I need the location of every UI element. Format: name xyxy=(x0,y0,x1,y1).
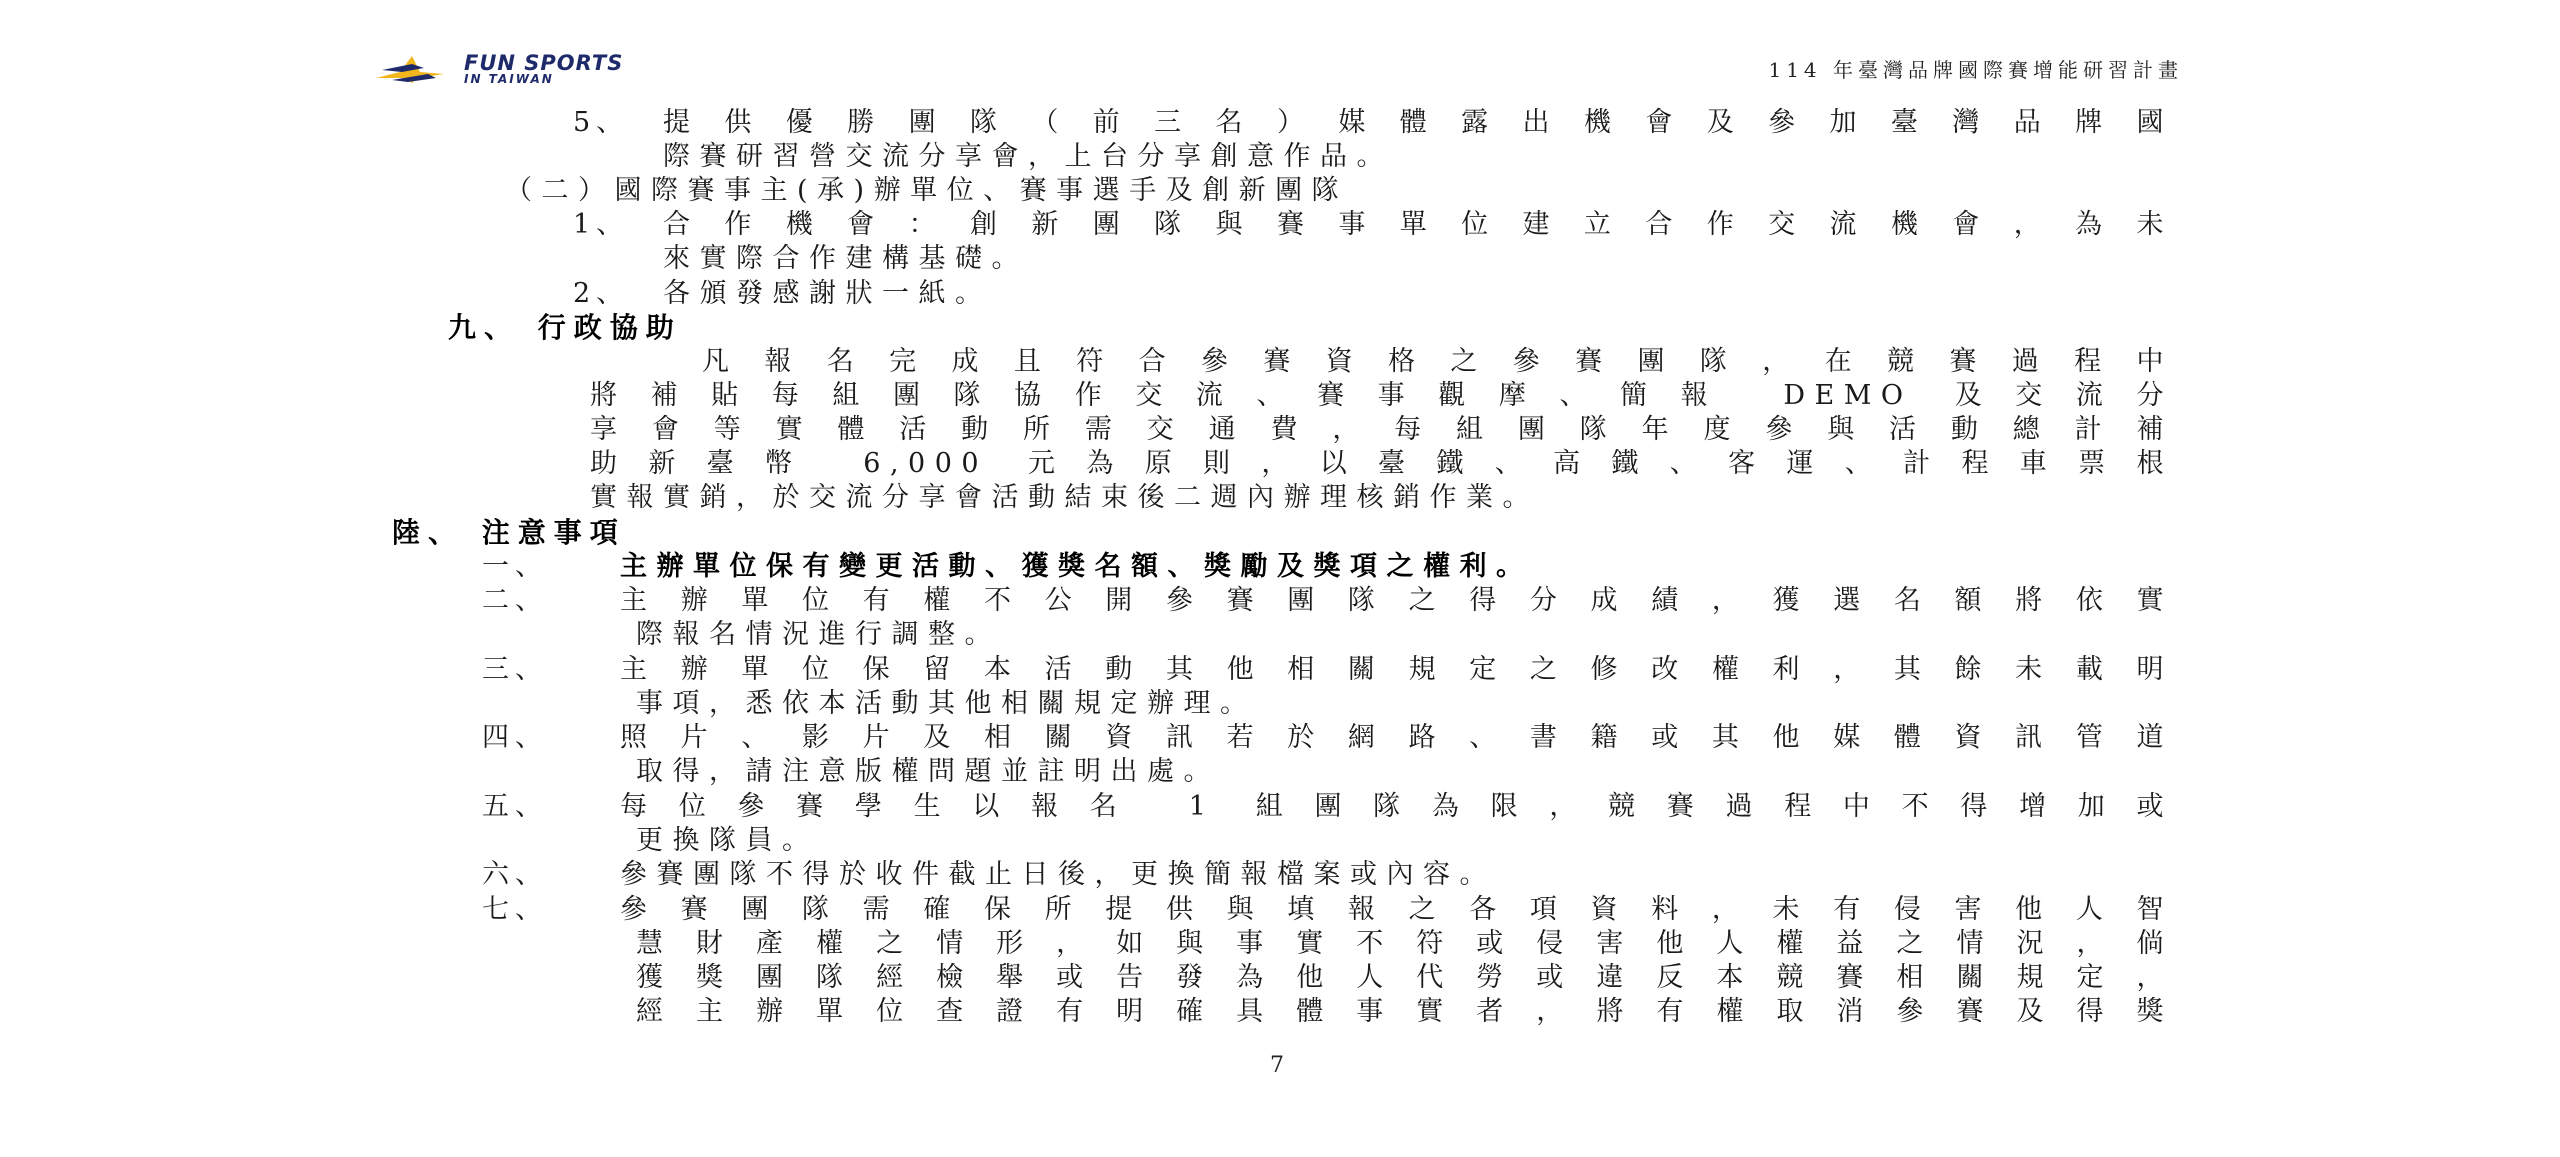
section-9-para-line-5: 實報實銷，於交流分享會活動結束後二週內辦理核銷作業。 xyxy=(590,482,1539,513)
notice-item-3-line-2: 事項，悉依本活動其他相關規定辦理。 xyxy=(636,688,1257,719)
notice-item-5-number: 五、 xyxy=(482,791,548,822)
notice-item-2-number: 二、 xyxy=(482,585,548,616)
section-9-para-line-3: 享會等實體活動所需交通費，每組團隊年度參與活動總計補 xyxy=(590,414,2173,445)
notice-item-4-number: 四、 xyxy=(482,722,548,753)
document-title: 114 年臺灣品牌國際賽增能研習計畫 xyxy=(1768,58,2183,82)
notice-item-2-line-1: 主辦單位有權不公開參賽團隊之得分成績，獲選名額將依實 xyxy=(620,585,2173,616)
notice-item-3-line-1: 主辦單位保留本活動其他相關規定之修改權利，其餘未載明 xyxy=(620,654,2173,685)
section-lu-heading: 陸、 注意事項 xyxy=(392,516,626,549)
logo-text-line2: IN TAIWAN xyxy=(464,72,554,84)
sub2-item-1-line-2: 來實際合作建構基礎。 xyxy=(663,243,1028,274)
item-5-number: 5、 xyxy=(573,107,630,138)
section-9-para-line-4: 助新臺幣 6,000 元為原則，以臺鐵、高鐵、客運、計程車票根 xyxy=(590,448,2173,479)
notice-item-7-line-1: 參賽團隊需確保所提供與填報之各項資料，未有侵害他人智 xyxy=(620,894,2173,925)
notice-item-4-line-1: 照片、影片及相關資訊若於網路、書籍或其他媒體資訊管道 xyxy=(620,722,2173,753)
subsection-2-title: （二）國際賽事主(承)辦單位、賽事選手及創新團隊 xyxy=(505,175,1349,206)
page-number: 7 xyxy=(1270,1053,1284,1078)
notice-item-4-line-2: 取得，請注意版權問題並註明出處。 xyxy=(636,756,1220,787)
section-9-para-line-1: 凡報名完成且符合參賽資格之參賽團隊，在競賽過程中 xyxy=(702,346,2173,377)
item-5-line-1: 提供優勝團隊（前三名）媒體露出機會及參加臺灣品牌國 xyxy=(663,107,2173,138)
notice-item-5-line-1: 每位參賽學生以報名 1 組團隊為限，競賽過程中不得增加或 xyxy=(620,791,2173,822)
notice-item-5-line-2: 更換隊員。 xyxy=(636,825,819,856)
item-5-line-2: 際賽研習營交流分享會，上台分享創意作品。 xyxy=(663,141,1393,172)
section-9-para-line-2: 將補貼每組團隊協作交流、賽事觀摩、簡報 DEMO 及交流分 xyxy=(590,380,2173,411)
notice-item-6-number: 六、 xyxy=(482,859,548,890)
sub2-item-2-line-1: 各頒發感謝狀一紙。 xyxy=(663,278,992,309)
notice-item-6-line-1: 參賽團隊不得於收件截止日後，更換簡報檔案或內容。 xyxy=(620,859,1496,890)
notice-item-7-line-3: 獲獎團隊經檢舉或告發為他人代勞或違反本競賽相關規定， xyxy=(636,962,2173,993)
sub2-item-1-line-1: 合作機會：創新團隊與賽事單位建立合作交流機會，為未 xyxy=(663,209,2173,240)
sub2-item-1-number: 1、 xyxy=(573,209,630,240)
notice-item-2-line-2: 際報名情況進行調整。 xyxy=(636,619,1001,650)
notice-item-7-line-2: 慧財產權之情形，如與事實不符或侵害他人權益之情況，倘 xyxy=(636,928,2173,959)
notice-item-1-line-1: 主辦單位保有變更活動、獲獎名額、獎勵及獎項之權利。 xyxy=(620,551,1533,582)
notice-item-1-number: 一、 xyxy=(482,551,548,582)
section-9-heading: 九、 行政協助 xyxy=(448,311,682,344)
fun-sports-logo xyxy=(372,52,712,84)
logo-text-line1: FUN SPORTS xyxy=(464,52,624,75)
notice-item-7-line-4: 經主辦單位查證有明確具體事實者，將有權取消參賽及得獎 xyxy=(636,996,2173,1027)
fun-sports-logo-icon xyxy=(372,52,712,84)
notice-item-7-number: 七、 xyxy=(482,894,548,925)
notice-item-3-number: 三、 xyxy=(482,654,548,685)
sub2-item-2-number: 2、 xyxy=(573,278,630,309)
